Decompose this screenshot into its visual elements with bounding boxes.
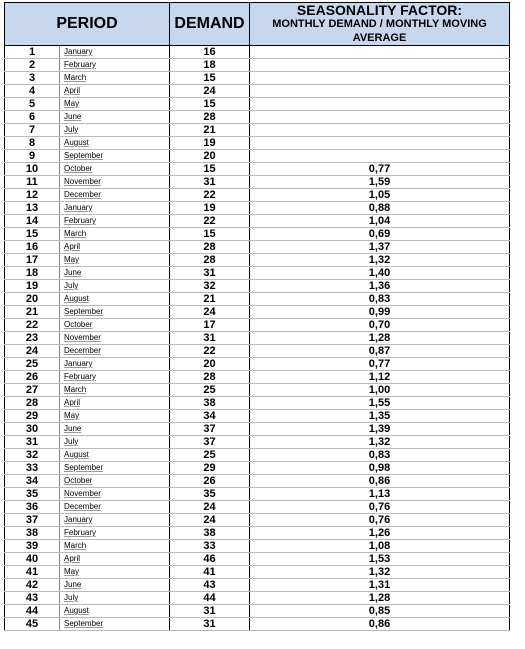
demand-cell: 15: [170, 98, 250, 111]
month-cell: August: [60, 605, 170, 618]
table-row: [5, 176, 510, 189]
seasonality-factor-cell: 1,35: [250, 410, 510, 423]
seasonality-factor-cell: [250, 111, 510, 124]
table-row: [5, 553, 510, 566]
period-number-cell: 33: [5, 462, 60, 475]
table-row: [5, 189, 510, 202]
seasonality-factor-cell: 1,00: [250, 384, 510, 397]
seasonality-factor-cell: 1,26: [250, 527, 510, 540]
demand-cell: 28: [170, 241, 250, 254]
period-number-cell: 23: [5, 332, 60, 345]
table-row: [5, 267, 510, 280]
period-number-cell: 43: [5, 592, 60, 605]
table-row: [5, 72, 510, 85]
table-row: [5, 384, 510, 397]
table-row: [5, 46, 510, 59]
month-cell: August: [60, 137, 170, 150]
table-row: [5, 150, 510, 163]
period-number-cell: 39: [5, 540, 60, 553]
month-cell: January: [60, 358, 170, 371]
seasonality-factor-cell: 1,37: [250, 241, 510, 254]
table-row: [5, 514, 510, 527]
demand-cell: 43: [170, 579, 250, 592]
month-cell: November: [60, 176, 170, 189]
seasonality-factor-cell: 1,32: [250, 254, 510, 267]
period-number-cell: 8: [5, 137, 60, 150]
seasonality-factor-cell: 0,99: [250, 306, 510, 319]
table-row: [5, 280, 510, 293]
demand-cell: 21: [170, 124, 250, 137]
seasonality-factor-cell: 0,83: [250, 293, 510, 306]
seasonality-factor-cell: 0,83: [250, 449, 510, 462]
table-row: [5, 228, 510, 241]
month-cell: September: [60, 150, 170, 163]
month-cell: December: [60, 189, 170, 202]
period-number-cell: 40: [5, 553, 60, 566]
seasonality-factor-cell: 1,05: [250, 189, 510, 202]
period-number-cell: 21: [5, 306, 60, 319]
month-cell: June: [60, 267, 170, 280]
period-number-cell: 18: [5, 267, 60, 280]
period-number-cell: 11: [5, 176, 60, 189]
demand-cell: 35: [170, 488, 250, 501]
period-number-cell: 15: [5, 228, 60, 241]
seasonality-table: [4, 2, 510, 631]
seasonality-factor-cell: 0,77: [250, 163, 510, 176]
month-cell: July: [60, 592, 170, 605]
demand-cell: 15: [170, 72, 250, 85]
month-cell: June: [60, 423, 170, 436]
demand-cell: 15: [170, 163, 250, 176]
table-row: [5, 605, 510, 618]
seasonality-factor-cell: 1,59: [250, 176, 510, 189]
month-cell: March: [60, 540, 170, 553]
table-row: [5, 423, 510, 436]
month-cell: October: [60, 475, 170, 488]
month-cell: September: [60, 306, 170, 319]
seasonality-factor-cell: [250, 59, 510, 72]
month-cell: December: [60, 501, 170, 514]
seasonality-factor-cell: 1,04: [250, 215, 510, 228]
month-cell: March: [60, 228, 170, 241]
seasonality-factor-cell: 1,13: [250, 488, 510, 501]
seasonality-factor-cell: 1,32: [250, 566, 510, 579]
period-number-cell: 27: [5, 384, 60, 397]
table-row: [5, 579, 510, 592]
seasonality-factor-cell: 1,39: [250, 423, 510, 436]
seasonality-factor-cell: 0,76: [250, 501, 510, 514]
period-number-cell: 25: [5, 358, 60, 371]
period-number-cell: 30: [5, 423, 60, 436]
demand-cell: 19: [170, 137, 250, 150]
month-cell: April: [60, 553, 170, 566]
demand-cell: 25: [170, 384, 250, 397]
demand-cell: 17: [170, 319, 250, 332]
demand-cell: 38: [170, 397, 250, 410]
seasonality-factor-cell: 0,88: [250, 202, 510, 215]
demand-cell: 38: [170, 527, 250, 540]
seasonality-factor-cell: 0,70: [250, 319, 510, 332]
period-number-cell: 45: [5, 618, 60, 631]
period-number-cell: 13: [5, 202, 60, 215]
month-cell: January: [60, 46, 170, 59]
demand-cell: 37: [170, 423, 250, 436]
demand-cell: 41: [170, 566, 250, 579]
table-row: [5, 540, 510, 553]
table-row: [5, 124, 510, 137]
month-cell: August: [60, 449, 170, 462]
factor-header-title: SEASONALITY FACTOR:: [296, 2, 463, 18]
month-cell: August: [60, 293, 170, 306]
month-cell: September: [60, 462, 170, 475]
period-number-cell: 17: [5, 254, 60, 267]
seasonality-factor-cell: [250, 98, 510, 111]
table-row: [5, 566, 510, 579]
table-row: [5, 59, 510, 72]
table-row: [5, 215, 510, 228]
period-number-cell: 2: [5, 59, 60, 72]
period-number-cell: 24: [5, 345, 60, 358]
month-cell: May: [60, 98, 170, 111]
month-cell: February: [60, 215, 170, 228]
month-cell: July: [60, 436, 170, 449]
period-number-cell: 41: [5, 566, 60, 579]
demand-cell: 33: [170, 540, 250, 553]
period-number-cell: 1: [5, 46, 60, 59]
period-number-cell: 28: [5, 397, 60, 410]
period-number-cell: 32: [5, 449, 60, 462]
month-cell: February: [60, 527, 170, 540]
period-number-cell: 20: [5, 293, 60, 306]
seasonality-factor-cell: 1,55: [250, 397, 510, 410]
table-row: [5, 254, 510, 267]
demand-cell: 24: [170, 85, 250, 98]
table-row: [5, 85, 510, 98]
seasonality-factor-cell: 1,32: [250, 436, 510, 449]
table-row: [5, 410, 510, 423]
table-row: [5, 371, 510, 384]
table-body: [5, 46, 510, 631]
factor-header-subtitle: MONTHLY DEMAND / MONTHLY MOVING AVERAGE: [272, 18, 487, 44]
month-cell: June: [60, 579, 170, 592]
period-number-cell: 38: [5, 527, 60, 540]
month-cell: October: [60, 163, 170, 176]
seasonality-factor-cell: 0,87: [250, 345, 510, 358]
period-number-cell: 19: [5, 280, 60, 293]
demand-cell: 28: [170, 111, 250, 124]
demand-cell: 25: [170, 449, 250, 462]
seasonality-factor-cell: 1,53: [250, 553, 510, 566]
demand-cell: 31: [170, 332, 250, 345]
demand-cell: 20: [170, 358, 250, 371]
demand-cell: 44: [170, 592, 250, 605]
period-number-cell: 22: [5, 319, 60, 332]
seasonality-factor-cell: 1,08: [250, 540, 510, 553]
month-cell: February: [60, 59, 170, 72]
month-cell: February: [60, 371, 170, 384]
seasonality-factor-cell: [250, 137, 510, 150]
month-cell: October: [60, 319, 170, 332]
demand-cell: 22: [170, 215, 250, 228]
month-cell: November: [60, 488, 170, 501]
seasonality-factor-cell: 1,28: [250, 592, 510, 605]
demand-header: DEMAND: [170, 3, 250, 46]
demand-cell: 34: [170, 410, 250, 423]
demand-cell: 24: [170, 501, 250, 514]
table-row: [5, 98, 510, 111]
month-cell: April: [60, 241, 170, 254]
seasonality-factor-cell: [250, 85, 510, 98]
month-cell: May: [60, 410, 170, 423]
demand-cell: 37: [170, 436, 250, 449]
month-cell: April: [60, 397, 170, 410]
month-cell: September: [60, 618, 170, 631]
table-row: [5, 306, 510, 319]
period-number-cell: 4: [5, 85, 60, 98]
period-number-cell: 7: [5, 124, 60, 137]
table-row: [5, 397, 510, 410]
table-row: [5, 319, 510, 332]
period-number-cell: 44: [5, 605, 60, 618]
period-number-cell: 6: [5, 111, 60, 124]
month-cell: June: [60, 111, 170, 124]
period-number-cell: 37: [5, 514, 60, 527]
demand-cell: 29: [170, 462, 250, 475]
demand-cell: 15: [170, 228, 250, 241]
period-number-cell: 3: [5, 72, 60, 85]
period-header: PERIOD: [5, 3, 170, 46]
demand-cell: 20: [170, 150, 250, 163]
table-row: [5, 488, 510, 501]
table-row: [5, 332, 510, 345]
table-row: [5, 241, 510, 254]
table-row: [5, 163, 510, 176]
seasonality-factor-cell: 0,86: [250, 475, 510, 488]
table-row: [5, 449, 510, 462]
period-number-cell: 36: [5, 501, 60, 514]
month-cell: December: [60, 345, 170, 358]
table-row: [5, 592, 510, 605]
table-row: [5, 436, 510, 449]
month-cell: July: [60, 124, 170, 137]
period-number-cell: 14: [5, 215, 60, 228]
demand-cell: 19: [170, 202, 250, 215]
demand-cell: 21: [170, 293, 250, 306]
period-number-cell: 29: [5, 410, 60, 423]
seasonality-factor-cell: [250, 124, 510, 137]
demand-cell: 26: [170, 475, 250, 488]
month-cell: January: [60, 514, 170, 527]
period-number-cell: 10: [5, 163, 60, 176]
seasonality-factor-cell: 1,12: [250, 371, 510, 384]
month-cell: May: [60, 254, 170, 267]
period-number-cell: 31: [5, 436, 60, 449]
demand-cell: 22: [170, 189, 250, 202]
demand-cell: 31: [170, 176, 250, 189]
demand-cell: 46: [170, 553, 250, 566]
month-cell: March: [60, 72, 170, 85]
demand-cell: 31: [170, 605, 250, 618]
table-row: [5, 475, 510, 488]
seasonality-factor-cell: 0,85: [250, 605, 510, 618]
seasonality-factor-cell: 0,98: [250, 462, 510, 475]
seasonality-factor-cell: 1,40: [250, 267, 510, 280]
month-cell: July: [60, 280, 170, 293]
table-row: [5, 202, 510, 215]
seasonality-factor-cell: [250, 72, 510, 85]
demand-cell: 28: [170, 371, 250, 384]
table-row: [5, 358, 510, 371]
period-number-cell: 5: [5, 98, 60, 111]
demand-cell: 28: [170, 254, 250, 267]
period-number-cell: 42: [5, 579, 60, 592]
period-number-cell: 9: [5, 150, 60, 163]
period-number-cell: 12: [5, 189, 60, 202]
period-number-cell: 16: [5, 241, 60, 254]
demand-cell: 16: [170, 46, 250, 59]
table-row: [5, 111, 510, 124]
seasonality-factor-cell: [250, 150, 510, 163]
table-row: [5, 293, 510, 306]
seasonality-factor-cell: 1,28: [250, 332, 510, 345]
demand-cell: 24: [170, 514, 250, 527]
month-cell: March: [60, 384, 170, 397]
table-row: [5, 501, 510, 514]
table-row: [5, 527, 510, 540]
seasonality-factor-cell: 0,76: [250, 514, 510, 527]
table-row: [5, 137, 510, 150]
demand-cell: 22: [170, 345, 250, 358]
seasonality-factor-cell: 0,77: [250, 358, 510, 371]
table-row: [5, 345, 510, 358]
factor-header: [250, 3, 510, 46]
demand-cell: 18: [170, 59, 250, 72]
seasonality-factor-cell: 1,31: [250, 579, 510, 592]
demand-cell: 31: [170, 267, 250, 280]
demand-cell: 31: [170, 618, 250, 631]
seasonality-factor-cell: 1,36: [250, 280, 510, 293]
demand-cell: 24: [170, 306, 250, 319]
month-cell: January: [60, 202, 170, 215]
table-row: [5, 618, 510, 631]
table-row: [5, 462, 510, 475]
month-cell: November: [60, 332, 170, 345]
period-number-cell: 34: [5, 475, 60, 488]
period-number-cell: 35: [5, 488, 60, 501]
seasonality-sheet: [4, 2, 509, 631]
month-cell: April: [60, 85, 170, 98]
demand-cell: 32: [170, 280, 250, 293]
seasonality-factor-cell: 0,86: [250, 618, 510, 631]
period-number-cell: 26: [5, 371, 60, 384]
header-row: [5, 3, 510, 46]
seasonality-factor-cell: 0,69: [250, 228, 510, 241]
seasonality-factor-cell: [250, 46, 510, 59]
month-cell: May: [60, 566, 170, 579]
